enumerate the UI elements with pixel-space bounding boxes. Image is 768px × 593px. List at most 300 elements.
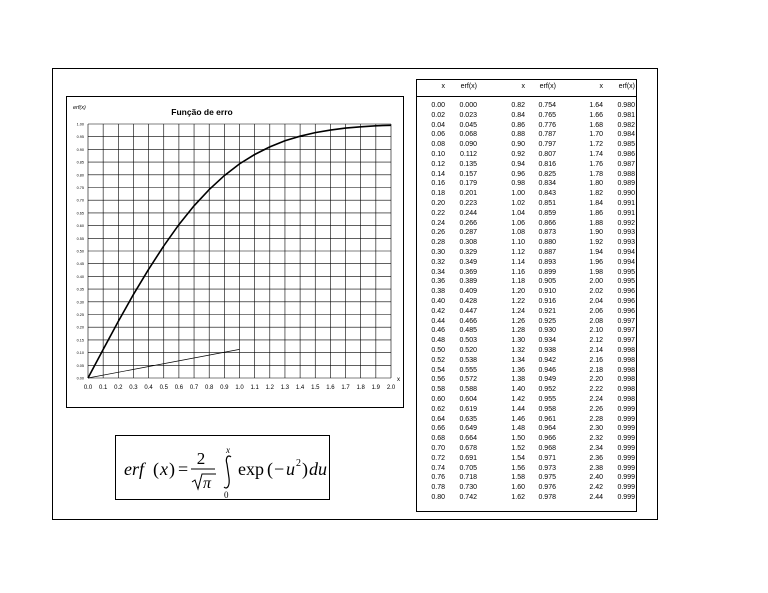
table-cell: 1.16 [511,268,525,276]
x-tick-label: 1.0 [235,385,244,391]
x-tick-label: 0.2 [114,385,123,391]
table-cell: 0.60 [431,396,445,403]
y-tick-label: 0.70 [76,198,84,203]
table-cell: 0.999 [617,474,635,482]
table-cell: 0.36 [431,278,445,286]
x-tick-label: 1.1 [250,385,259,391]
table-cell: 1.32 [511,347,525,354]
table-cell: 1.70 [589,131,603,139]
table-cell: 0.754 [538,102,556,109]
formula-upper-limit: x [226,445,230,455]
y-tick-label: 0.30 [76,300,84,305]
formula-arg: x [160,459,168,479]
table-cell: 0.538 [459,356,477,364]
x-tick-label: 0.8 [205,385,214,391]
y-tick-label: 0.15 [76,338,84,343]
formula-svg [116,436,331,501]
table-cell: 0.619 [459,405,477,413]
table-cell: 2.02 [589,288,603,296]
table-cell: 0.76 [431,474,445,482]
x-tick-label: 2.0 [386,385,396,391]
table-cell: 0.730 [459,484,477,492]
table-cell: 0.649 [459,425,477,433]
table-cell: 0.893 [538,258,556,266]
table-cell: 1.56 [511,464,525,472]
table-cell: 0.999 [617,405,635,413]
y-tick-label: 1.00 [76,122,84,127]
table-cell: 0.999 [617,425,635,433]
table-cell: 0.993 [617,239,635,247]
table-cell: 0.990 [617,190,635,198]
table-cell: 0.942 [538,356,556,364]
erf-chart [67,97,405,409]
table-cell: 1.88 [589,219,603,227]
table-cell: 0.179 [459,180,477,188]
table-cell: 1.42 [511,396,525,403]
table-cell: 1.26 [511,317,525,325]
table-cell: 0.992 [617,219,635,227]
table-cell: 0.866 [538,219,556,227]
table-cell: 0.765 [538,111,556,119]
table-cell: 0.998 [617,366,635,374]
table-cell: 0.834 [538,180,556,188]
table-cell: 1.50 [511,435,525,443]
formula-integral-sign [224,456,231,488]
table-cell: 0.975 [538,474,556,482]
table-cell: 1.80 [589,180,603,188]
table-cell: 0.349 [459,258,477,266]
table-cell: 0.976 [538,484,556,492]
table-header-separator [417,96,636,97]
table-cell: 1.92 [589,239,603,247]
y-tick-label: 0.40 [76,274,84,279]
table-cell: 0.997 [617,317,635,325]
table-cell: 0.572 [459,376,477,384]
table-cell: 2.24 [589,396,603,403]
table-cell: 0.899 [538,268,556,276]
table-cell: 0.999 [617,454,635,462]
table-cell: 1.40 [511,386,525,394]
table-cell: 0.42 [431,307,445,315]
table-cell: 2.32 [589,435,603,443]
table-cell: 0.16 [431,180,445,188]
table-cell: 0.958 [538,405,556,413]
table-cell: 0.56 [431,376,445,384]
table-cell: 0.995 [617,278,635,286]
table-cell: 0.925 [538,317,556,325]
table-cell: 2.28 [589,415,603,423]
table-cell: 0.40 [431,298,445,305]
table-cell: 0.996 [617,288,635,296]
formula-lower-limit: 0 [224,490,229,500]
table-cell: 0.70 [431,445,445,452]
x-tick-label: 1.4 [295,385,305,391]
formula-equals: = [178,459,189,479]
table-cell: 0.447 [459,307,477,315]
y-tick-label: 0.50 [76,249,84,254]
y-tick-label: 0.55 [76,236,84,241]
table-cell: 0.503 [459,337,477,345]
table-cell: 0.999 [617,445,635,452]
table-cell: 0.72 [431,454,445,462]
table-cell: 1.68 [589,121,603,129]
chart-panel [66,96,404,408]
table-cell: 0.938 [538,347,556,354]
table-cell: 0.000 [459,102,477,109]
table-cell: 1.18 [511,278,525,286]
table-cell: 0.930 [538,327,556,335]
table-cell: 0.916 [538,298,556,305]
table-cell: 0.998 [617,396,635,403]
table-cell: 1.00 [511,190,525,198]
table-cell: 0.816 [538,160,556,168]
y-tick-label: 0.35 [76,287,84,292]
table-cell: 0.971 [538,454,556,462]
table-cell: 2.22 [589,386,603,394]
table-cell: 1.62 [511,494,525,501]
x-tick-label: 0.9 [220,385,229,391]
table-cell: 0.82 [511,102,525,109]
table-cell: 0.825 [538,170,556,178]
table-cell: 0.968 [538,445,556,452]
y-tick-label: 0.45 [76,262,84,267]
table-cell: 0.84 [511,111,525,119]
table-cell: 1.08 [511,229,525,237]
erf-formula [115,435,330,500]
table-cell: 0.604 [459,396,477,403]
table-cell: 0.999 [617,484,635,492]
table-cell: 0.946 [538,366,556,374]
table-cell: 1.12 [511,249,525,256]
table-cell: 0.999 [617,415,635,423]
table-cell: 0.998 [617,376,635,384]
table-cell: 0.02 [431,111,445,119]
table-cell: 2.06 [589,307,603,315]
y-tick-label: 0.80 [76,173,84,178]
table-cell: 0.62 [431,405,445,413]
table-cell: 1.10 [511,239,525,247]
table-cell: 0.389 [459,278,477,286]
table-cell: 1.78 [589,170,603,178]
formula-exponent: 2 [296,458,301,469]
formula-exp-close: ) [302,459,308,479]
table-cell: 1.28 [511,327,525,335]
table-cell: 0.987 [617,160,635,168]
table-cell: 0.66 [431,425,445,433]
table-cell: 0.64 [431,415,445,423]
table-cell: 1.44 [511,405,525,413]
table-cell: 0.18 [431,190,445,198]
table-cell: 0.90 [511,141,525,149]
table-cell: 0.96 [511,170,525,178]
table-cell: 0.873 [538,229,556,237]
table-cell: 0.68 [431,435,445,443]
table-header-cell: x [521,83,525,90]
formula-exp: exp [238,459,264,479]
table-cell: 0.910 [538,288,556,296]
table-cell: 0.998 [617,386,635,394]
formula-denominator: π [203,475,212,492]
table-cell: 0.38 [431,288,445,296]
formula-lhs: erf [124,459,144,479]
table-cell: 0.78 [431,484,445,492]
x-tick-label: 0.4 [144,385,153,391]
table-cell: 0.978 [538,494,556,501]
table-cell: 2.00 [589,278,603,286]
formula-du: du [309,459,327,479]
table-header-cell: erf(x) [460,83,477,90]
table-cell: 0.266 [459,219,477,227]
table-cell: 2.34 [589,445,603,452]
table-cell: 2.44 [589,494,603,501]
table-cell: 0.964 [538,425,556,433]
table-cell: 0.14 [431,170,445,178]
table-cell: 0.994 [617,249,635,256]
table-cell: 0.961 [538,415,556,423]
table-cell: 0.112 [460,151,477,158]
table-cell: 1.94 [589,249,603,256]
table-cell: 0.201 [459,190,477,198]
x-tick-label: 1.9 [371,385,381,391]
table-cell: 0.776 [538,121,556,129]
table-cell: 0.485 [459,327,477,335]
table-cell: 1.22 [511,298,525,305]
table-cell: 0.851 [538,200,556,207]
table-cell: 0.999 [617,435,635,443]
table-cell: 0.46 [431,327,445,335]
formula-numerator: 2 [196,449,206,468]
table-cell: 0.991 [617,209,635,217]
formula-close-paren: ) [169,459,175,479]
table-cell: 0.664 [459,435,477,443]
x-tick-label: 0.6 [174,385,184,391]
table-cell: 0.023 [459,111,477,119]
table-cell: 1.48 [511,425,525,433]
table-cell: 0.287 [459,229,477,237]
y-tick-label: 0.90 [76,147,84,152]
table-cell: 0.08 [431,141,445,149]
table-cell: 2.04 [589,298,603,305]
formula-exp-open: ( [267,459,273,479]
y-tick-label: 0.25 [76,313,84,317]
x-tick-label: 0.3 [129,385,138,391]
table-cell: 0.787 [538,131,556,139]
table-cell: 0.952 [538,386,556,394]
table-cell: 0.090 [459,141,477,149]
table-cell: 0.80 [431,494,445,501]
table-cell: 2.10 [589,327,603,335]
table-cell: 0.045 [459,121,477,129]
table-cell: 0.905 [538,278,556,286]
table-cell: 1.72 [589,141,603,149]
table-cell: 0.52 [431,356,445,364]
table-cell: 2.20 [589,376,603,384]
table-cell: 0.973 [538,464,556,472]
table-cell: 0.244 [459,209,477,217]
table-cell: 0.843 [538,190,556,198]
table-cell: 1.46 [511,415,525,423]
chart-title: Função de erro [171,107,233,117]
table-cell: 0.880 [538,239,556,247]
table-cell: 0.12 [431,160,445,168]
table-cell: 1.52 [511,445,525,452]
table-cell: 0.20 [431,200,445,207]
table-cell: 0.22 [431,209,445,217]
x-tick-label: 1.7 [341,385,350,391]
y-tick-label: 0.60 [76,224,84,229]
table-cell: 0.98 [511,180,525,188]
y-tick-label: 0.65 [76,211,84,216]
formula-minus: − [274,459,285,479]
table-cell: 0.54 [431,366,445,374]
table-cell: 0.635 [459,415,477,423]
table-cell: 0.934 [538,337,556,345]
table-cell: 0.94 [511,160,525,168]
y-tick-label: 0.75 [76,186,84,190]
table-cell: 0.985 [617,141,635,149]
table-cell: 0.308 [459,239,477,247]
table-cell: 0.50 [431,347,445,354]
table-header-cell: x [441,83,445,90]
table-cell: 0.991 [617,200,635,207]
table-cell: 0.887 [538,249,556,256]
table-cell: 0.742 [459,494,477,501]
table-cell: 1.54 [511,454,525,462]
table-cell: 1.24 [511,307,525,315]
table-cell: 0.678 [459,445,477,452]
table-cell: 0.718 [459,474,477,482]
table-cell: 2.42 [589,484,603,492]
table-cell: 1.76 [589,160,603,168]
x-tick-label: 1.3 [280,385,290,391]
table-cell: 0.88 [511,131,525,139]
table-cell: 0.955 [538,396,556,403]
table-cell: 2.38 [589,464,603,472]
table-cell: 2.30 [589,425,603,433]
table-cell: 1.38 [511,376,525,384]
table-cell: 2.18 [589,366,603,374]
table-cell: 0.989 [617,180,635,188]
table-cell: 0.157 [459,170,477,178]
table-cell: 2.40 [589,474,603,482]
table-cell: 0.86 [511,121,525,129]
table-cell: 2.36 [589,454,603,462]
table-cell: 0.30 [431,249,445,256]
table-cell: 0.34 [431,268,445,276]
table-cell: 0.921 [538,307,556,315]
table-cell: 0.949 [538,376,556,384]
table-cell: 1.96 [589,258,603,266]
table-cell: 0.428 [459,298,477,305]
table-cell: 0.995 [617,268,635,276]
table-cell: 0.00 [431,102,445,109]
table-cell: 0.409 [459,288,477,296]
formula-open-paren: ( [153,459,159,479]
table-cell: 0.92 [511,151,525,158]
y-tick-label: 0.05 [76,363,84,368]
table-cell: 1.06 [511,219,525,227]
table-cell: 0.04 [431,121,445,129]
erf-table [416,79,637,512]
table-cell: 2.16 [589,356,603,364]
x-tick-label: 1.5 [311,385,320,391]
table-cell: 0.984 [617,131,635,139]
table-cell: 1.30 [511,337,525,345]
table-cell: 0.068 [459,131,477,139]
y-tick-label: 0.10 [76,351,84,356]
table-cell: 0.466 [459,317,477,325]
table-cell: 0.981 [617,111,635,119]
table-cell: 2.12 [589,337,603,345]
x-tick-label: 0.7 [189,385,199,391]
table-cell: 0.982 [617,121,635,129]
table-cell: 1.58 [511,474,525,482]
table-cell: 0.223 [459,200,477,207]
table-cell: 0.10 [431,151,445,158]
table-cell: 0.807 [538,151,556,158]
table-cell: 0.859 [538,209,556,217]
table-cell: 0.997 [617,337,635,345]
table-cell: 0.998 [617,356,635,364]
y-tick-label: 0.85 [76,160,84,165]
table-cell: 1.98 [589,268,603,276]
table-header-cell: erf(x) [618,83,635,90]
table-cell: 0.999 [617,494,635,501]
table-cell: 1.66 [589,111,603,119]
table-cell: 1.60 [511,484,525,492]
table-header-cell: erf(x) [539,83,556,90]
table-cell: 0.986 [617,151,635,158]
table-cell: 1.86 [589,209,603,217]
table-cell: 0.588 [459,386,477,394]
table-cell: 0.135 [459,160,477,168]
table-cell: 0.329 [459,249,477,256]
table-cell: 1.14 [511,258,525,266]
table-cell: 0.32 [431,258,445,266]
table-cell: 0.997 [617,327,635,335]
table-cell: 0.980 [617,102,635,109]
table-cell: 0.555 [459,366,477,374]
table-cell: 0.74 [431,464,445,472]
table-header-cell: x [599,83,603,90]
table-cell: 0.06 [431,131,445,139]
table-cell: 0.797 [538,141,556,149]
x-axis-label: x [397,377,400,383]
table-cell: 0.691 [459,454,477,462]
table-cell: 0.28 [431,239,445,247]
x-tick-label: 1.8 [356,385,365,391]
table-cell: 0.966 [538,435,556,443]
y-axis-label: erf(x) [73,105,86,111]
x-tick-label: 1.2 [265,385,274,391]
x-tick-label: 0.0 [83,385,93,391]
table-cell: 1.84 [589,200,603,207]
table-cell: 0.993 [617,229,635,237]
table-cell: 2.26 [589,405,603,413]
table-cell: 2.08 [589,317,603,325]
table-cell: 0.996 [617,298,635,305]
table-cell: 0.24 [431,219,445,227]
table-cell: 1.20 [511,288,525,296]
table-cell: 0.998 [617,347,635,354]
table-cell: 1.34 [511,356,525,364]
y-tick-label: 0.95 [76,135,84,140]
table-cell: 0.994 [617,258,635,266]
table-cell: 1.64 [589,102,603,109]
table-cell: 0.705 [459,464,477,472]
table-cell: 1.04 [511,209,525,217]
table-cell: 2.14 [589,347,603,354]
